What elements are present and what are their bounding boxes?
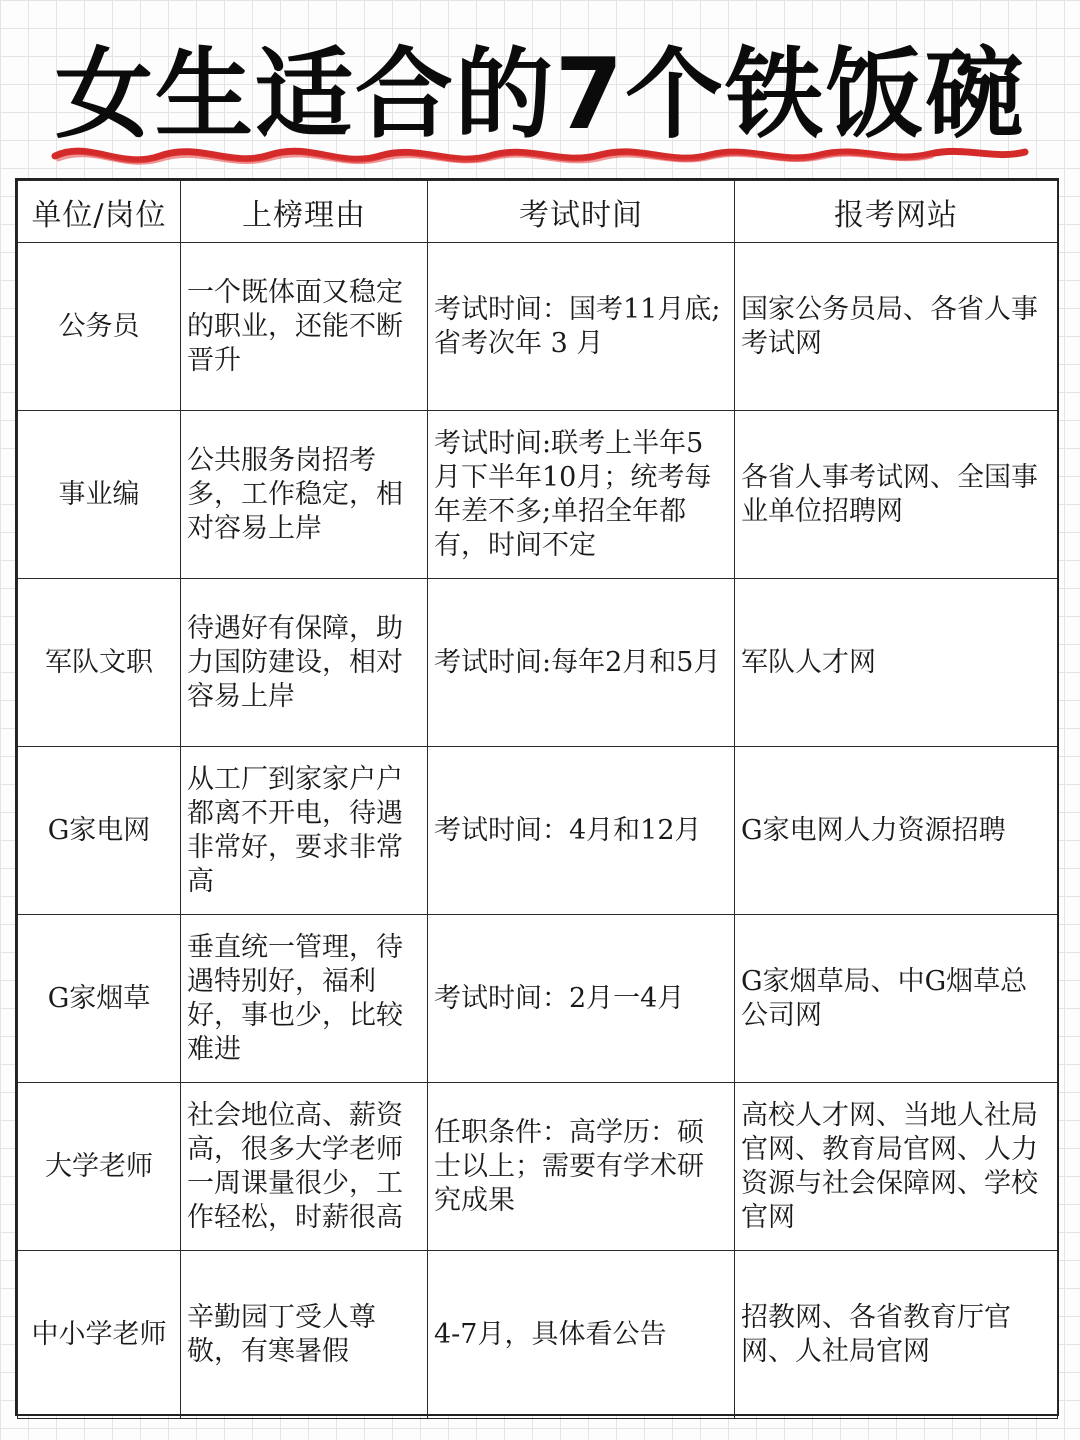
- cell-reason: 待遇好有保障，助力国防建设，相对容易上岸: [181, 579, 428, 747]
- jobs-table-container: [15, 178, 1059, 1416]
- cell-reason: 从工厂到家家户户都离不开电，待遇非常好，要求非常高: [181, 747, 428, 915]
- cell-reason: 一个既体面又稳定的职业，还能不断晋升: [181, 243, 428, 411]
- table-row: [18, 1251, 1058, 1419]
- table-row: [18, 411, 1058, 579]
- header-unit: 单位/岗位: [18, 181, 181, 243]
- jobs-table: [17, 180, 1058, 1419]
- cell-unit: 中小学老师: [18, 1251, 181, 1419]
- table-row: [18, 579, 1058, 747]
- red-wavy-underline: [50, 138, 1030, 178]
- cell-unit: G家电网: [18, 747, 181, 915]
- cell-exam-time: 任职条件：高学历：硕士以上；需要有学术研究成果: [428, 1083, 735, 1251]
- cell-website: 国家公务员局、各省人事考试网: [735, 243, 1058, 411]
- cell-unit: G家烟草: [18, 915, 181, 1083]
- table-row: [18, 747, 1058, 915]
- cell-exam-time: 考试时间:联考上半年5月下半年10月；统考每年差不多;单招全年都有，时间不定: [428, 411, 735, 579]
- table-row: [18, 243, 1058, 411]
- cell-website: G家电网人力资源招聘: [735, 747, 1058, 915]
- cell-website: 招教网、各省教育厅官网、人社局官网: [735, 1251, 1058, 1419]
- cell-website: 高校人才网、当地人社局官网、教育局官网、人力资源与社会保障网、学校官网: [735, 1083, 1058, 1251]
- cell-website: G家烟草局、中G烟草总公司网: [735, 915, 1058, 1083]
- cell-exam-time: 考试时间:每年2月和5月: [428, 579, 735, 747]
- cell-unit: 公务员: [18, 243, 181, 411]
- cell-exam-time: 4-7月，具体看公告: [428, 1251, 735, 1419]
- header-website: 报考网站: [735, 181, 1058, 243]
- cell-reason: 垂直统一管理，待遇特别好，福利好，事也少，比较难进: [181, 915, 428, 1083]
- cell-reason: 辛勤园丁受人尊敬，有寒暑假: [181, 1251, 428, 1419]
- cell-reason: 社会地位高、薪资高，很多大学老师一周课量很少，工作轻松，时薪很高: [181, 1083, 428, 1251]
- cell-website: 各省人事考试网、全国事业单位招聘网: [735, 411, 1058, 579]
- cell-unit: 事业编: [18, 411, 181, 579]
- cell-exam-time: 考试时间：2月一4月: [428, 915, 735, 1083]
- header-exam-time: 考试时间: [428, 181, 735, 243]
- table-row: [18, 1083, 1058, 1251]
- page-title: 女生适合的7个铁饭碗: [54, 38, 1026, 152]
- cell-exam-time: 考试时间：国考11月底;省考次年 3 月: [428, 243, 735, 411]
- cell-website: 军队人才网: [735, 579, 1058, 747]
- cell-exam-time: 考试时间：4月和12月: [428, 747, 735, 915]
- cell-unit: 大学老师: [18, 1083, 181, 1251]
- cell-reason: 公共服务岗招考多，工作稳定，相对容易上岸: [181, 411, 428, 579]
- header-reason: 上榜理由: [181, 181, 428, 243]
- cell-unit: 军队文职: [18, 579, 181, 747]
- table-header-row: [18, 181, 1058, 243]
- table-row: [18, 915, 1058, 1083]
